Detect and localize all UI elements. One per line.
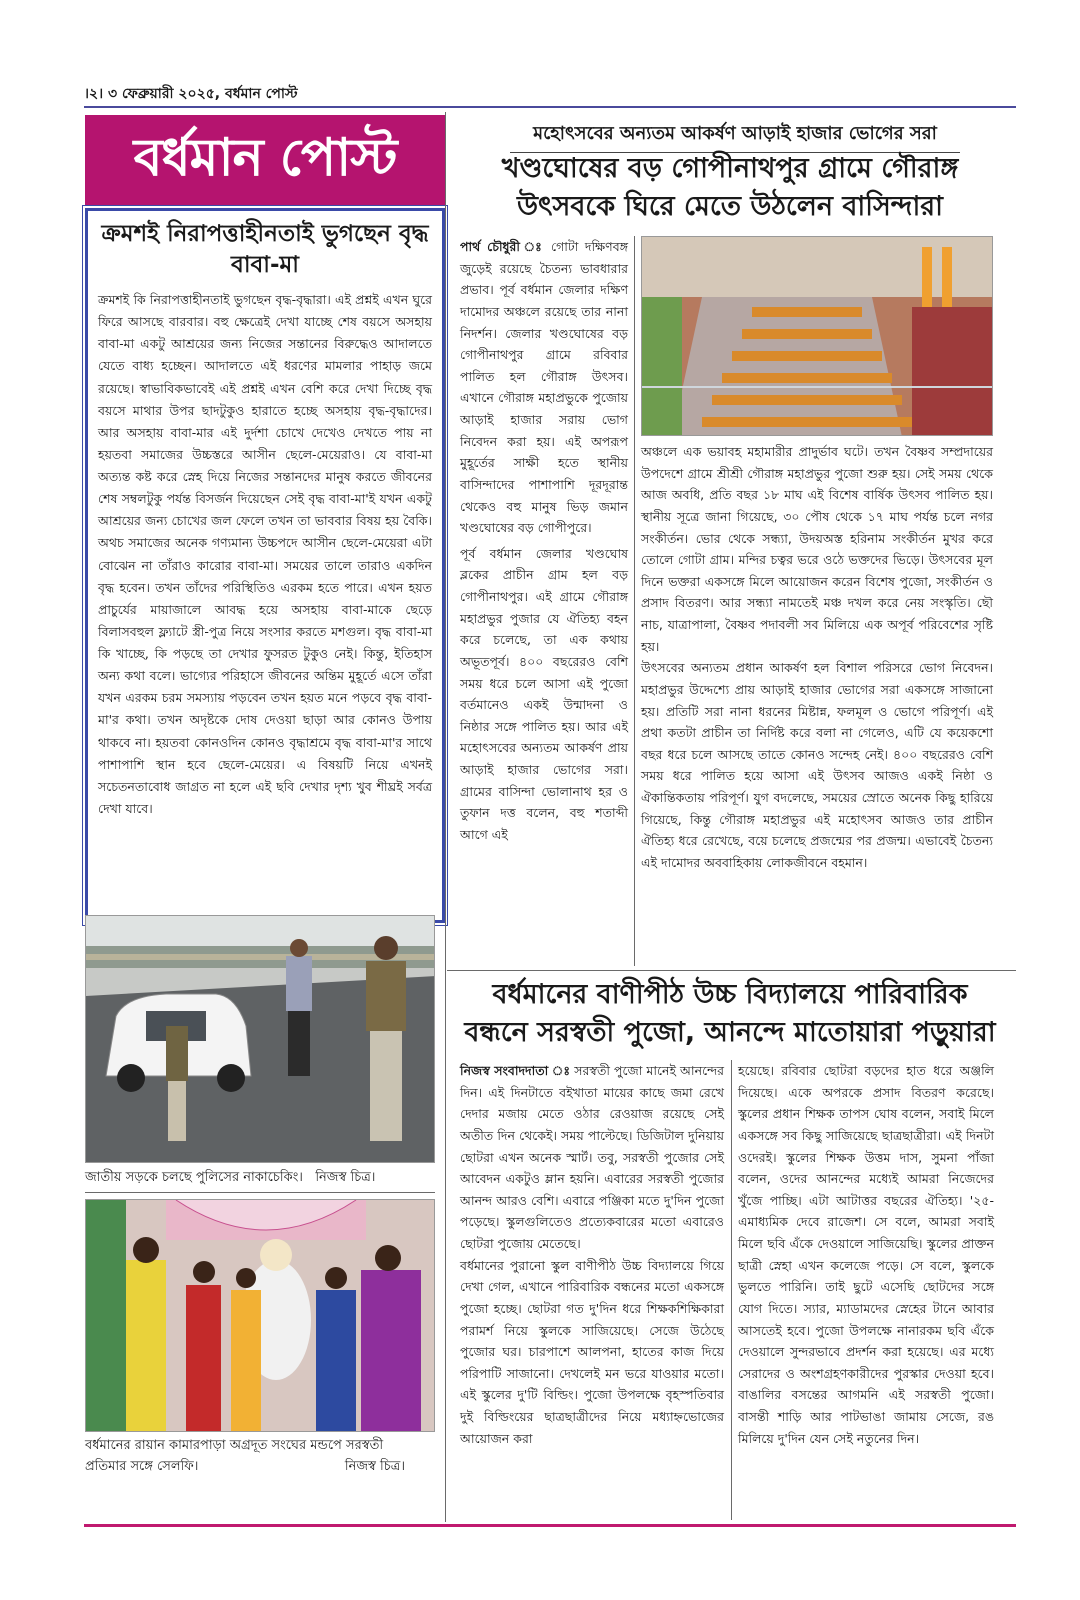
story3-byline: নিজস্ব সংবাদদাতা ঃ bbox=[460, 1063, 571, 1078]
top-rule bbox=[84, 106, 1016, 108]
column-divider bbox=[731, 1060, 732, 1520]
selfie-photo-credit: নিজস্ব চিত্র। bbox=[344, 1458, 405, 1474]
bhog-offering-photo bbox=[641, 236, 993, 436]
police-photo-caption: জাতীয় সড়কে চলছে পুলিসের নাকাচেকিং। নিজস্ব চিত্র। bbox=[85, 1170, 376, 1185]
story2-column1 bbox=[460, 236, 628, 846]
story3-headline-line2: বন্ধনে সরস্বতী পুজো, আনন্দে মাতোয়ারা পড়ুয়ারা bbox=[464, 1016, 996, 1048]
story2-column2 bbox=[641, 441, 993, 874]
bottom-rule bbox=[84, 1524, 1016, 1527]
bhog-offering-image bbox=[642, 237, 993, 436]
story3-col1b-text: বর্ধমানের পুরানো স্কুল বাণীপীঠ উচ্চ বিদ্যালয়ে গিয়ে দেখা গেল, এখানে পারিবারিক বন্ধনের মতো একসঙ্গে পুজো হচ্ছে। ছোটরা গত দু'দিন ধরে শিক্ষকশিক্ষিকারা পরামর্শ নিয়ে স্কুলকে সাজিয়েছে। সেজে উঠেছে পুজোর ঘর। চারপাশে আলপনা, হাতের কাজ দিয়ে পরিপাটি সাজানো। দেখলেই মন ভরে যাওয়ার মতো। এই স্কুলের দু'টি বিল্ডিং। পুজো উপলক্ষে বৃহস্পতিবার দুই বিল্ডিংয়ের ছাত্রছাত্রীদের নিয়ে মধ্যাহ্নভোজের আয়োজন করা bbox=[460, 1257, 724, 1446]
editorial-body: ক্রমশই কি নিরাপত্তাহীনতাই ভুগছেন বৃদ্ধ-বৃদ্ধারা। এই প্রশ্নই এখন ঘুরে ফিরে আসছে বারবার। বহু ক্ষেত্রেই দেখা যাচ্ছে শেষ বয়সে অসহায় বাবা-মা একটু আশ্রয়ের জন্য নিজের সন্তানের বিরুদ্ধেও আদালতে যেতে বাধ্য হচ্ছেন। আদালতে এই ধরণের মামলার পাহাড় জমে রয়েছে। স্বাভাবিকভাবেই এই প্রশ্নই এখন বেশি করে দেখা দিচ্ছে বৃদ্ধ বয়সে মাথার উপর ছাদটুকুও হারাতে হচ্ছে অসহায় বৃদ্ধ-বৃদ্ধাদের। আর অসহায় বাবা-মার এই দুর্দশা চোখে দেখেও দেখতে পায় না হয়তবা সমাজের উচ্চস্তরে আসীন ছেলে-মেয়েরাও। যে বাবা-মা অত্যন্ত কষ্ট করে স্নেহ দিয়ে নিজের সন্তানদের মানুষ করতে জীবনের শেষ সম্বলটুকু পর্যন্ত বিসর্জন দিয়েছেন সেই বৃদ্ধ বাবা-মা'ই যখন একটু আশ্রয়ের জন্য চোখের জল ফেলে তখন তা ভাববার বিষয় হয় বৈকি। অথচ সমাজের অনেক গণ্যমান্য উচ্চপদে আসীন ছেলে-মেয়েরা এটা বোঝেন না তাঁরাও কারোর বাবা-মা। সময়ের তালে তারাও একদিন বৃদ্ধ হবেন। তখন তাঁদের পরিস্থিতিও এরকম হতে পারে। এখন হয়ত প্রাচুর্যের মায়াজালে আবদ্ধ হয়ে অসহায় বাবা-মাকে ছেড়ে বিলাসবহুল ফ্ল্যাটে স্ত্রী-পুত্র নিয়ে সংসার করতে মশগুল। বৃদ্ধ বাবা-মা কি খাচ্ছে, কি পড়ছে তা দেখার ফুসরত টুকুও নেই। কিন্তু, ইতিহাস অন্য কথা বলে। ভাগ্যের পরিহাসে জীবনের অন্তিম মুহূর্তে এসে তাঁরা যখন এরকম চরম সমস্যায় পড়বেন তখন হয়ত মনে পড়বে বৃদ্ধ বাবা-মা'র কথা। তখন অদৃষ্টকে দোষ দেওয়া ছাড়া আর কোনও উপায় থাকবে না। হয়তবা কোনওদিন কোনও বৃদ্ধাশ্রমে বৃদ্ধ বাবা-মা'র সাথে পাশাপাশি স্থান হবে ছেলে-মেয়ের। এ বিষয়টি নিয়ে এখনই সচেতনতাবোধ জাগ্রত না হলে এই ছবি দেখার দৃশ্য খুব শীঘ্রই সর্বত্র দেখা যাবে। bbox=[98, 292, 432, 816]
column-divider bbox=[634, 236, 635, 966]
story2-kicker: মহোৎসবের অন্যতম আকর্ষণ আড়াই হাজার ভোগের সরা bbox=[510, 119, 960, 153]
page-folio: ।২। ৩ ফেব্রুয়ারী ২০২৫, বর্ধমান পোস্ট bbox=[84, 86, 298, 102]
story2-byline: পার্থ চৌধুরী ঃ bbox=[460, 239, 545, 254]
police-checking-image bbox=[86, 916, 435, 1163]
story3-col1-text: সরস্বতী পুজো মানেই আনন্দের দিন। এই দিনটাতে বইখাতা মায়ের কাছে জমা রেখে দেদার মজায় মেতে ওঠার রেওয়াজ রয়েছে সেই অতীত দিন থেকেই। সময় পাল্টেছে। ডিজিটাল দুনিয়ায় ছোটরা এখন অনেক স্মার্ট। তবু, সরস্বতী পুজোর সেই আবেদন একটুও ম্লান হয়নি। এবারের সরস্বতী পুজোর আনন্দ আরও বেশি। এবারে পঞ্জিকা মতে দু'দিন পুজো পড়েছে। স্কুলগুলিতেও প্রত্যেকবারের মতো এবারেও ছোটরা পুজোয় মেতেছে। bbox=[460, 1063, 724, 1251]
story2-headline-line1: খণ্ডঘোষের বড় গোপীনাথপুর গ্রামে গৌরাঙ্গ bbox=[501, 153, 959, 184]
editorial-headline: ক্রমশই নিরাপত্তাহীনতাই ভুগছেন বৃদ্ধ বাবা-মা bbox=[101, 221, 429, 279]
section-divider bbox=[447, 970, 1016, 971]
editorial-box bbox=[85, 208, 445, 923]
selfie-photo-caption bbox=[85, 1436, 435, 1478]
saraswati-selfie-image bbox=[86, 1200, 435, 1432]
masthead-logo: বর্ধমান পোস্ট bbox=[85, 115, 445, 205]
story2-headline bbox=[455, 150, 1005, 226]
police-checking-photo bbox=[85, 915, 435, 1163]
story2-col2b-text: উৎসবের অন্যতম প্রধান আকর্ষণ হল বিশাল পরিসরে ভোগ নিবেদন। মহাপ্রভুর উদ্দেশ্যে প্রায় আড়াই হাজার ভোগের সরা একসঙ্গে সাজানো হয়। প্রতিটি সরা নানা ধরনের মিষ্টান্ন, ফলমূল ও ভোগে পরিপূর্ণ। এই প্রথা কতটা প্রাচীন তা নির্দিষ্ট করে বলা না গেলেও, এটি যে কয়েকশো বছর ধরে চলে আসছে তাতে কোনও সন্দেহ নেই। ৪০০ বছরেরও বেশি সময় ধরে পালিত হয়ে আসা এই উৎসব আজও একই নিষ্ঠা ও ঐকান্তিকতায় পরিপূর্ণ। যুগ বদলেছে, সময়ের স্রোতে অনেক কিছু হারিয়ে গিয়েছে, কিন্তু গৌরাঙ্গ মহাপ্রভুর এই মহোৎসব আজও তার প্রাচীন ঐতিহ্য ধরে রেখেছে, বয়ে চলেছে প্রজন্মের পর প্রজন্ম। এভাবেই চৈতন্য এই দামোদর অববাহিকায় লোকজীবনে বহমান। bbox=[641, 660, 993, 870]
story2-col2-text: অঞ্চলে এক ভয়াবহ মহামারীর প্রাদুর্ভাব ঘটে। তখন বৈষ্ণব সম্প্রদায়ের উপদেশে গ্রামে শ্রীশ্রী গৌরাঙ্গ মহাপ্রভুর পুজো শুরু হয়। সেই সময় থেকে আজ অবধি, প্রতি বছর ১৮ মাঘ এই বিশেষ বার্ষিক উৎসব পালিত হয়। স্থানীয় সূত্রে জানা গিয়েছে, ৩০ পৌষ থেকে ১৭ মাঘ পর্যন্ত চলে নগর সংকীর্তন। ভোর থেকে সন্ধ্যা, উদয়অস্ত হরিনাম সংকীর্তন মুখর করে তোলে গোটা গ্রাম। মন্দির চত্বর ভরে ওঠে ভক্তদের ভিড়ে। উৎসবের মূল দিনে ভক্তরা একসঙ্গে মিলে আয়োজন করেন বিশেষ পুজো, সংকীর্তন ও প্রসাদ বিতরণ। আর সন্ধ্যা নামতেই মঞ্চ দখল করে নেয় সংস্কৃতি। ছৌ নাচ, যাত্রাপালা, বৈষ্ণব পদাবলী সব মিলিয়ে এক অপূর্ব পরিবেশের সৃষ্টি হয়। bbox=[641, 444, 993, 654]
story3-column1 bbox=[460, 1060, 724, 1449]
story2-col1b-text: পূর্ব বর্ধমান জেলার খণ্ডঘোষ ব্লকের প্রাচীন গ্রাম হল বড় গোপীনাথপুর। এই গ্রামে গৌরাঙ্গ মহাপ্রভুর পুজার যে ঐতিহ্য বহন করে চলেছে, তা এক কথায় অভূতপূর্ব। ৪০০ বছরেরও বেশি সময় ধরে চলে আসা এই পুজো বর্তমানেও একই উন্মাদনা ও নিষ্ঠার সঙ্গে পালিত হয়। আর এই মহোৎসবের অন্যতম আকর্ষণ প্রায় আড়াই হাজার ভোগের সরা। গ্রামের বাসিন্দা ভোলানাথ হর ও তুফান দত্ত বলেন, বহু শতাব্দী আগে এই bbox=[460, 545, 628, 842]
story2-col1-text: গোটা দক্ষিণবঙ্গ জুড়েই রয়েছে চৈতন্য ভাবধারার প্রভাব। পূর্ব বর্ধমান জেলার দক্ষিণ দামোদর অঞ্চলে রয়েছে তার নানা নিদর্শন। জেলার খণ্ডঘোষের বড় গোপীনাথপুর গ্রামে রবিবার পালিত হল গৌরাঙ্গ উৎসব। এখানে গৌরাঙ্গ মহাপ্রভুকে পুজোয় আড়াই হাজার সরায় ভোগ নিবেদন করা হয়। এই অপরূপ মুহূর্তের সাক্ষী হতে স্থানীয় বাসিন্দাদের পাশাপাশি দূরদূরান্ত থেকেও বহু মানুষ ভিড় জমান খণ্ডঘোষের বড় গোপীপুরে। bbox=[460, 239, 628, 536]
saraswati-selfie-photo bbox=[85, 1199, 435, 1432]
story3-column2 bbox=[738, 1060, 994, 1449]
story3-col2-text: হয়েছে। রবিবার ছোটরা বড়দের হাত ধরে অঞ্জলি দিয়েছে। একে অপরকে প্রসাদ বিতরণ করেছে। স্কুলের প্রধান শিক্ষক তাপস ঘোষ বলেন, সবাই মিলে একসঙ্গে সব কিছু সাজিয়েছে ছাত্রছাত্রীরা। এই দিনটা ওদেরই। স্কুলের শিক্ষক উত্তম দাস, সুমনা পাঁজা বলেন, ওদের আনন্দের মধ্যেই আমরা নিজেদের খুঁজে পাচ্ছি। এটা আটাত্তর বছরের ঐতিহ্য। '২৫-এমাধ্যমিক দেবে রাজেশ। সে বলে, আমরা সবাই মিলে ছবি এঁকে দেওয়ালে সাজিয়েছি। স্কুলের প্রাক্তন ছাত্রী স্নেহা এখন কলেজে পড়ে। সে বলে, স্কুলকে ভুলতে পারিনি। তাই ছুটে এসেছি ছোটদের সঙ্গে যোগ দিতে। স্যার, ম্যাডামদের স্নেহের টানে আবার আসতেই হবে। পুজো উপলক্ষে নানারকম ছবি এঁকে দেওয়ালে সুন্দরভাবে প্রদর্শন করা হয়েছে। এর মধ্যে সেরাদের ও অংশগ্রহণকারীদের পুরস্কার দেওয়া হবে। বাঙালির বসন্তের আগমনি এই সরস্বতী পুজো। বাসন্তী শাড়ি আর পাটভাঙা জামায় সেজে, রঙ মিলিয়ে দু'দিন যেন সেই নতুনের দিন। bbox=[738, 1063, 994, 1446]
selfie-caption-line1: বর্ধমানের রায়ান কামারপাড়া অগ্রদূত সংঘের মন্ডপে সরস্বতী bbox=[85, 1438, 384, 1453]
story3-headline-line1: বর্ধমানের বাণীপীঠ উচ্চ বিদ্যালয়ে পারিবারিক bbox=[492, 979, 968, 1010]
column-divider bbox=[445, 112, 446, 1522]
divider bbox=[85, 1192, 435, 1193]
story2-headline-line2: উৎসবকে ঘিরে মেতে উঠলেন বাসিন্দারা bbox=[517, 190, 943, 222]
story3-headline bbox=[455, 976, 1005, 1052]
selfie-caption-line2: প্রতিমার সঙ্গে সেলফি। bbox=[85, 1458, 199, 1474]
